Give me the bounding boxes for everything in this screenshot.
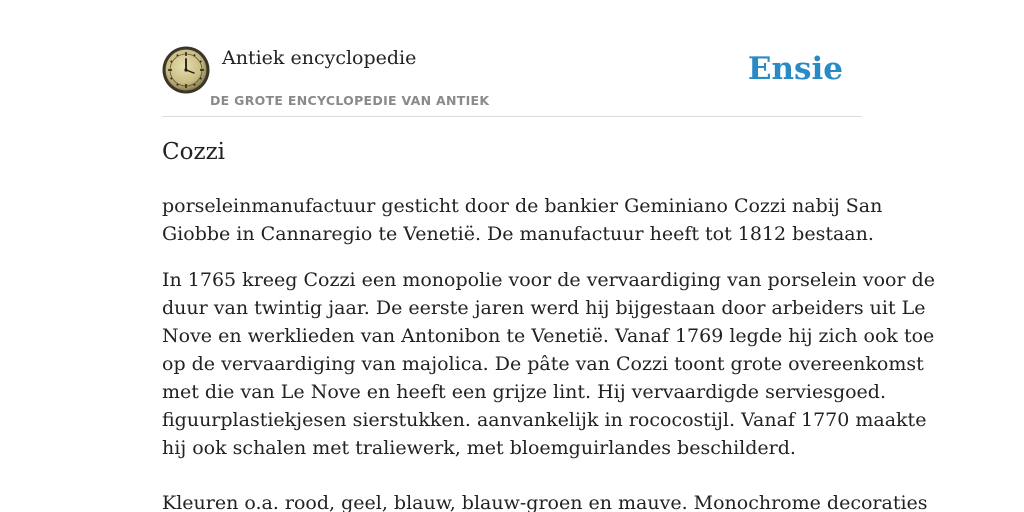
paragraph-1 [162,192,883,248]
site-subtitle: DE GROTE ENCYCLOPEDIE VAN ANTIEK [210,93,490,108]
article-title: Cozzi [162,139,226,165]
paragraph-line: Giobbe in Cannaregio te Venetië. De manufactuur heeft tot 1812 bestaan. [162,223,874,245]
paragraph-spacer [162,462,862,489]
site-title[interactable]: Antiek encyclopedie [222,47,417,69]
brand-logo-link[interactable]: Ensie [747,51,843,87]
paragraph-line: figuurplastiekjesen sierstukken. aanvankelijk in rococostijl. Vanaf 1770 maakte [162,409,927,431]
paragraph-line: met die van Le Nove en heeft een grijze lint. Hij vervaardigde serviesgoed. [162,381,886,403]
article-body [162,192,935,512]
site-header [162,46,862,117]
paragraph-line: porseleinmanufactuur gesticht door de bankier Geminiano Cozzi nabij San [162,195,883,217]
paragraph-spacer [162,248,862,266]
paragraph-line: op de vervaardiging van majolica. De pâte van Cozzi toont grote overeenkomst [162,353,924,375]
paragraph-line: Kleuren o.a. rood, geel, blauw, blauw-groen en mauve. Monochrome decoraties [162,492,928,512]
paragraph-line: hij ook schalen met traliewerk, met bloemguirlandes beschilderd. [162,437,796,459]
antique-clock-icon[interactable] [162,46,210,94]
paragraph-3 [162,489,928,512]
paragraph-line: In 1765 kreeg Cozzi een monopolie voor de vervaardiging van porselein voor de [162,269,935,291]
paragraph-2 [162,266,935,462]
paragraph-line: duur van twintig jaar. De eerste jaren werd hij bijgestaan door arbeiders uit Le [162,297,926,319]
paragraph-line: Nove en werklieden van Antonibon te Venetië. Vanaf 1769 legde hij zich ook toe [162,325,935,347]
